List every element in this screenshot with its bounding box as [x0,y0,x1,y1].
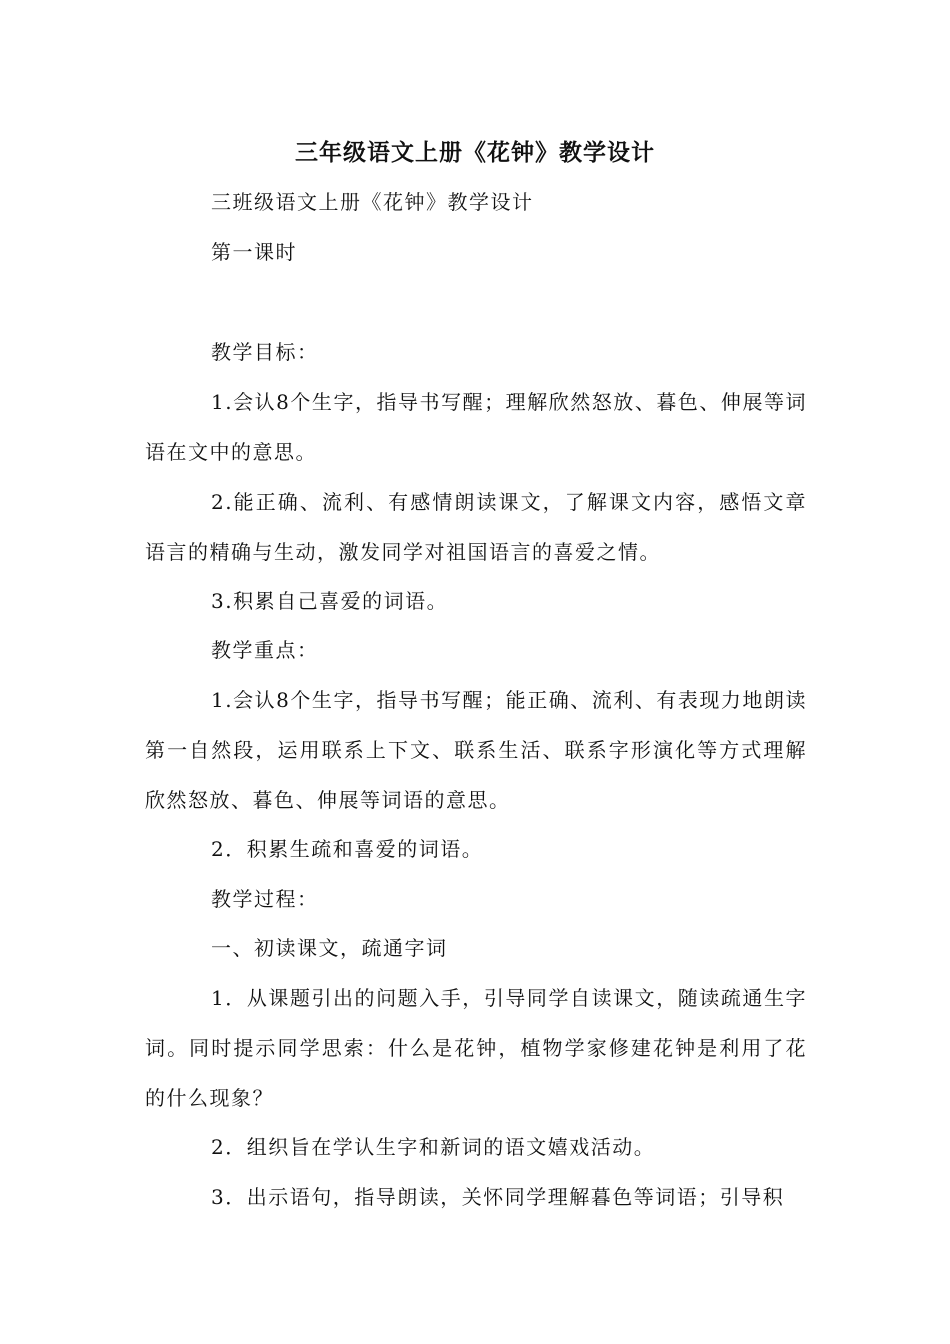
goal-item-3: 3.积累自己喜爱的词语。 [211,589,449,613]
process-step-2: 2．组织旨在学认生字和新词的语文嬉戏活动。 [211,1135,656,1159]
process-step-1: 1．从课题引出的问题入手，引导同学自读课文，随读疏通生字词。同时提示同学思索：什么是花钟，植物学家修建花钟是利用了花的什么现象？ [145,986,807,1110]
document-title: 三年级语文上册《花钟》教学设计 [295,139,655,166]
goal-item-1: 1.会认8个生字，指导书写醒；理解欣然怒放、暮色、伸展等词语在文中的意思。 [145,390,807,464]
section-heading-keypoints: 教学重点： [211,638,319,662]
keypoint-item-2: 2．积累生疏和喜爱的词语。 [211,837,484,861]
section-heading-goals: 教学目标： [211,340,319,364]
lesson-heading: 第一课时 [211,240,297,264]
keypoint-item-1: 1.会认8个生字，指导书写醒；能正确、流利、有表现力地朗读第一自然段，运用联系上下文、联系生活、联系字形演化等方式理解欣然怒放、暮色、伸展等词语的意思。 [145,688,807,812]
subtitle-paragraph: 三班级语文上册《花钟》教学设计 [211,190,534,214]
goal-item-2: 2.能正确、流利、有感情朗读课文，了解课文内容，感悟文章语言的精确与生动，激发同学对祖国语言的喜爱之情。 [145,490,807,564]
process-step-3: 3．出示语句，指导朗读，关怀同学理解暮色等词语；引导积 [211,1185,785,1209]
section-heading-process: 教学过程： [211,887,319,911]
process-subheading-1: 一、初读课文，疏通字词 [211,936,448,960]
